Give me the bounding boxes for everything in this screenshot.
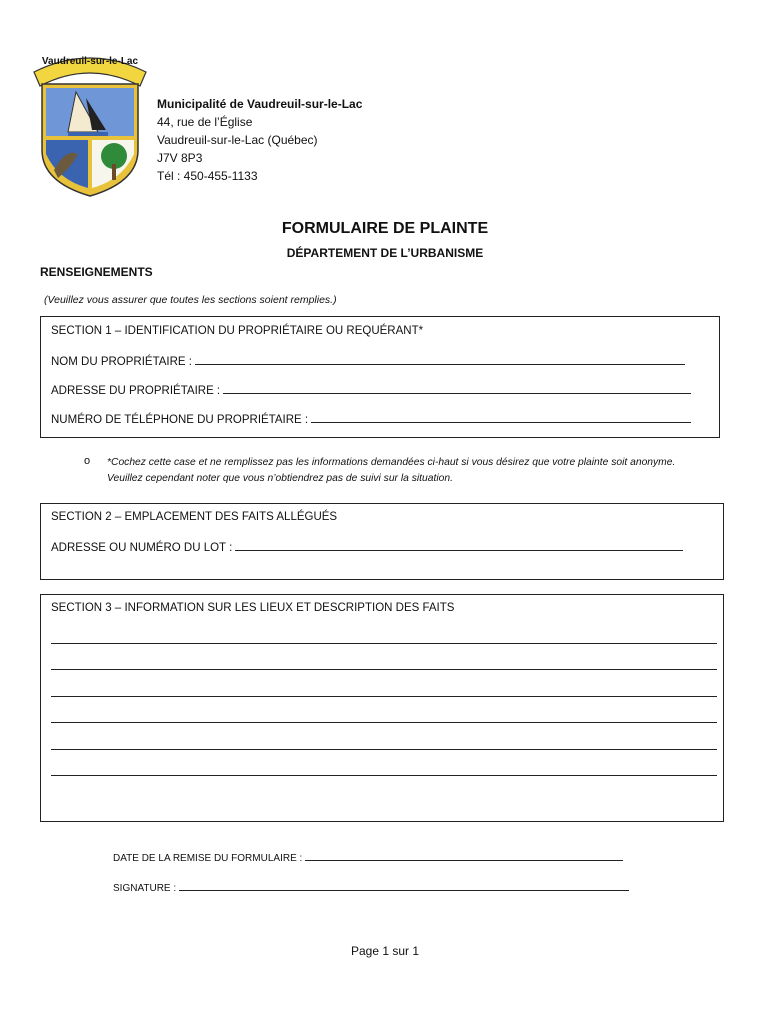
address-block	[157, 95, 362, 185]
logo-banner-text: Vaudreuil-sur-le-Lac	[41, 56, 139, 67]
submission-date-field[interactable]	[305, 851, 623, 861]
owner-address-label: ADRESSE DU PROPRIÉTAIRE :	[51, 385, 221, 397]
anonymous-note: *Cochez cette case et ne remplissez pas les informations demandées ci-haut si vous désirez que votre plainte soit anonyme. Veuillez cependant noter que vous n’obtiendrez pas de suivi sur la situation.	[107, 457, 676, 484]
city-province: Vaudreuil-sur-le-Lac (Québec)	[157, 133, 318, 147]
owner-phone-row	[51, 412, 691, 426]
renseignements-heading: RENSEIGNEMENTS	[40, 265, 153, 279]
description-line-4[interactable]	[51, 722, 717, 723]
owner-name-row	[51, 354, 685, 368]
owner-phone-label: NUMÉRO DE TÉLÉPHONE DU PROPRIÉTAIRE :	[51, 414, 309, 426]
section-3-heading: SECTION 3 – INFORMATION SUR LES LIEUX ET DESCRIPTION DES FAITS	[51, 602, 455, 614]
municipality-name: Municipalité de Vaudreuil-sur-le-Lac	[157, 97, 363, 111]
section-2-box	[40, 503, 724, 580]
description-line-2[interactable]	[51, 669, 717, 670]
owner-phone-field[interactable]	[311, 412, 691, 423]
form-title: FORMULAIRE DE PLAINTE	[281, 220, 489, 237]
completion-notice: (Veuillez vous assurer que toutes les sections soient remplies.)	[44, 294, 337, 306]
phone-number: Tél : 450-455-1133	[157, 169, 258, 183]
owner-name-label: NOM DU PROPRIÉTAIRE :	[51, 356, 192, 368]
lot-address-label: ADRESSE OU NUMÉRO DU LOT :	[51, 542, 233, 554]
lot-address-field[interactable]	[235, 540, 683, 551]
description-line-5[interactable]	[51, 749, 717, 750]
owner-name-field[interactable]	[195, 354, 685, 365]
municipality-logo	[28, 50, 152, 198]
signature-field[interactable]	[179, 881, 629, 891]
submission-date-label: DATE DE LA REMISE DU FORMULAIRE :	[113, 853, 303, 864]
description-line-6[interactable]	[51, 775, 717, 776]
signature-row	[113, 881, 629, 894]
section-1-heading: SECTION 1 – IDENTIFICATION DU PROPRIÉTAIRE OU REQUÉRANT*	[51, 325, 424, 337]
anonymous-checkbox[interactable]: o	[84, 455, 91, 467]
section-1-box	[40, 316, 720, 438]
owner-address-field[interactable]	[223, 383, 691, 394]
description-line-3[interactable]	[51, 696, 717, 697]
signature-label: SIGNATURE :	[113, 883, 177, 894]
submission-date-row	[113, 851, 623, 864]
page-number: Page 1 sur 1	[350, 944, 420, 958]
department-title: DÉPARTEMENT DE L’URBANISME	[286, 246, 484, 260]
owner-address-row	[51, 383, 691, 397]
postal-code: J7V 8P3	[157, 151, 203, 165]
description-line-1[interactable]	[51, 643, 717, 644]
section-2-heading: SECTION 2 – EMPLACEMENT DES FAITS ALLÉGUÉS	[51, 511, 338, 523]
lot-address-row	[51, 540, 683, 554]
street-address: 44, rue de l’Église	[157, 115, 253, 129]
section-3-box	[40, 594, 724, 822]
